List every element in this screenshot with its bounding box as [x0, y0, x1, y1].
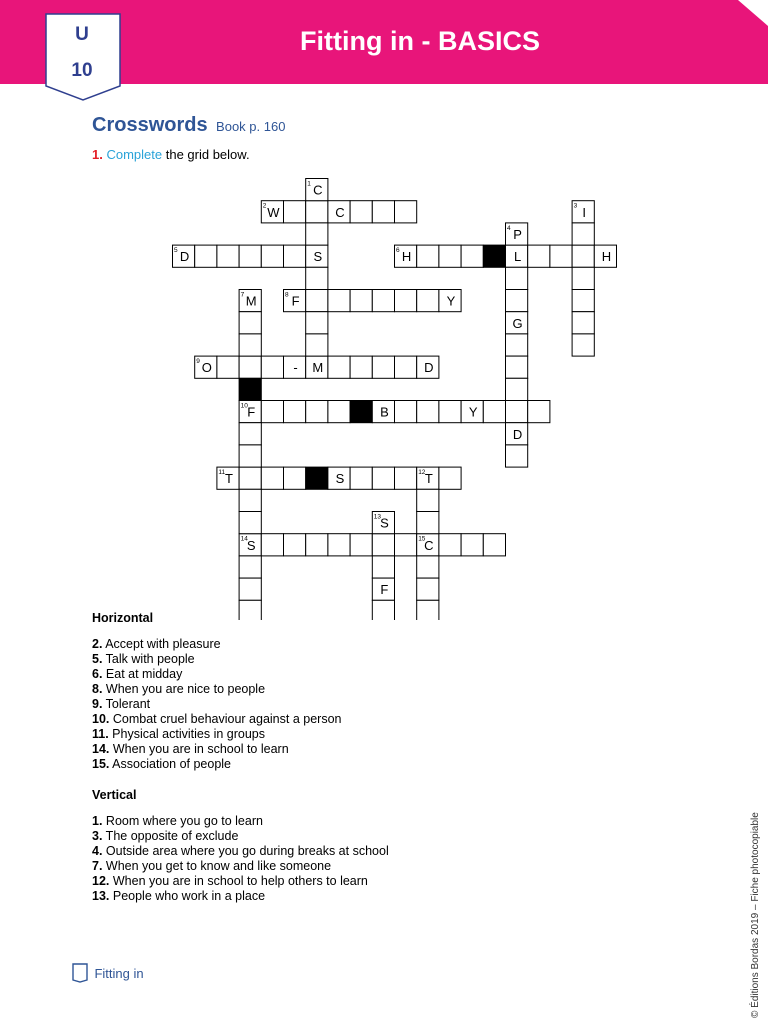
clue-item	[92, 757, 341, 772]
cell-letter: F	[291, 293, 300, 309]
grid-cell[interactable]	[439, 467, 461, 489]
cell-letter: I	[582, 204, 587, 220]
cell-number: 10	[240, 402, 248, 410]
clue-number: 13.	[92, 889, 110, 903]
grid-cell[interactable]	[217, 356, 239, 378]
grid-cell[interactable]	[328, 290, 350, 312]
clue-text: Eat at midday	[102, 667, 183, 681]
grid-cell[interactable]	[261, 401, 283, 423]
cell-letter: D	[512, 426, 523, 442]
clue-text: People who work in a place	[109, 889, 266, 903]
cell-letter: F	[380, 582, 389, 598]
cell-letter: L	[513, 249, 522, 265]
grid-cell[interactable]	[350, 356, 372, 378]
clue-text: When you are in school to learn	[109, 742, 289, 756]
grid-cell[interactable]	[328, 534, 350, 556]
clue-text: When you are nice to people	[102, 682, 266, 696]
cell-number: 11	[218, 469, 226, 477]
grid-cell[interactable]	[572, 312, 594, 334]
clue-text: Outside area where you go during breaks at school	[102, 844, 389, 858]
vertical-title: Vertical	[92, 788, 137, 802]
clue-number: 8.	[92, 682, 103, 696]
grid-cell[interactable]	[372, 467, 394, 489]
black-cell	[239, 378, 261, 400]
cell-letter: S	[335, 471, 345, 487]
bookmark-icon	[72, 963, 88, 983]
cell-number: 5	[174, 247, 178, 255]
cell-letter: Y	[468, 404, 478, 420]
grid-cell[interactable]	[483, 401, 505, 423]
instruction-verb: Complete	[106, 147, 163, 162]
cell-letter: S	[313, 249, 323, 265]
grid-cell[interactable]	[372, 201, 394, 223]
grid-cell[interactable]	[350, 201, 372, 223]
clue-number: 6.	[92, 667, 103, 681]
grid-cell[interactable]	[372, 290, 394, 312]
grid-cell[interactable]	[506, 356, 528, 378]
clue-number: 5.	[92, 652, 103, 666]
grid-cell[interactable]	[306, 401, 328, 423]
horizontal-clues	[92, 611, 341, 772]
grid-cell[interactable]	[239, 445, 261, 467]
grid-cell[interactable]	[306, 267, 328, 289]
grid-cell[interactable]	[306, 534, 328, 556]
cell-number: 14	[240, 535, 248, 543]
clue-number: 14.	[92, 742, 110, 756]
grid-cell[interactable]	[306, 312, 328, 334]
clue-item	[92, 637, 341, 652]
section-heading: Crosswords	[92, 114, 208, 136]
clue-number: 11.	[92, 727, 109, 741]
clue-number: 9.	[92, 697, 103, 711]
black-cell	[483, 245, 505, 267]
grid-cell[interactable]	[239, 356, 261, 378]
grid-cell[interactable]	[417, 600, 439, 620]
grid-cell[interactable]	[239, 578, 261, 600]
grid-cell[interactable]	[528, 245, 550, 267]
grid-cell[interactable]	[417, 401, 439, 423]
grid-cell[interactable]	[417, 556, 439, 578]
grid-cell[interactable]	[572, 245, 594, 267]
clue-item	[92, 727, 341, 742]
grid-cell[interactable]	[239, 467, 261, 489]
clue-item	[92, 829, 389, 844]
grid-cell[interactable]	[439, 401, 461, 423]
clue-item	[92, 814, 389, 829]
grid-cell[interactable]	[284, 467, 306, 489]
grid-cell[interactable]	[239, 423, 261, 445]
cell-letter: S	[246, 537, 256, 553]
grid-cell[interactable]	[395, 467, 417, 489]
grid-cell[interactable]	[306, 290, 328, 312]
grid-cell[interactable]	[350, 290, 372, 312]
unit-label: U	[75, 24, 89, 45]
grid-cell[interactable]	[372, 356, 394, 378]
grid-cell[interactable]	[306, 334, 328, 356]
grid-cell[interactable]	[506, 334, 528, 356]
grid-cell[interactable]	[261, 356, 283, 378]
grid-cell[interactable]	[372, 556, 394, 578]
grid-cell[interactable]	[506, 378, 528, 400]
clue-text: Accept with pleasure	[102, 637, 221, 651]
grid-cell[interactable]	[195, 245, 217, 267]
grid-cell[interactable]	[417, 578, 439, 600]
grid-cell[interactable]	[239, 245, 261, 267]
clue-text: Talk with people	[102, 652, 195, 666]
cell-number: 6	[396, 247, 400, 255]
cell-letter: D	[179, 249, 190, 265]
grid-cell[interactable]	[461, 245, 483, 267]
clue-text: Combat cruel behaviour against a person	[109, 712, 342, 726]
clue-text: Room where you go to learn	[102, 814, 263, 828]
cell-letter: G	[512, 315, 523, 331]
grid-cell[interactable]	[284, 245, 306, 267]
grid-cell[interactable]	[395, 201, 417, 223]
grid-cell[interactable]	[395, 401, 417, 423]
clue-number: 1.	[92, 814, 103, 828]
cell-letter: -	[293, 360, 298, 376]
footer	[72, 963, 144, 983]
grid-cell[interactable]	[417, 489, 439, 511]
cell-letter: H	[401, 249, 412, 265]
cell-number: 7	[240, 291, 245, 299]
clue-item	[92, 889, 389, 904]
cell-letter: F	[247, 404, 256, 420]
clue-item	[92, 742, 341, 757]
grid-cell[interactable]	[239, 512, 261, 534]
grid-cell[interactable]	[372, 600, 394, 620]
grid-cell[interactable]	[350, 467, 372, 489]
grid-cell[interactable]	[328, 356, 350, 378]
cell-letter: W	[267, 204, 280, 220]
clue-number: 10.	[92, 712, 110, 726]
cell-number: 2	[262, 202, 267, 210]
cell-letter: T	[225, 471, 233, 487]
clue-number: 2.	[92, 637, 103, 651]
grid-cell[interactable]	[284, 534, 306, 556]
clue-number: 3.	[92, 829, 103, 843]
cell-letter: T	[424, 471, 433, 487]
grid-cell[interactable]	[306, 223, 328, 245]
clue-number: 4.	[92, 844, 103, 858]
grid-cell[interactable]	[506, 290, 528, 312]
copyright-notice: © Éditions Bordas 2019 – Fiche photocopiable	[750, 812, 761, 1018]
clue-text: When you get to know and like someone	[102, 859, 332, 873]
grid-cell[interactable]	[506, 445, 528, 467]
cell-number: 9	[196, 358, 200, 366]
clue-text: Physical activities in groups	[108, 727, 266, 741]
grid-cell[interactable]	[306, 201, 328, 223]
cell-number: 1	[307, 180, 311, 188]
page-title: Fitting in - BASICS	[300, 26, 540, 56]
grid-cell[interactable]	[417, 512, 439, 534]
grid-cell[interactable]	[217, 245, 239, 267]
instruction-number: 1.	[92, 147, 103, 162]
grid-cell[interactable]	[328, 401, 350, 423]
grid-cell[interactable]	[239, 334, 261, 356]
grid-cell[interactable]	[572, 267, 594, 289]
clue-number: 12.	[92, 874, 110, 888]
grid-cell[interactable]	[350, 534, 372, 556]
grid-cell[interactable]	[572, 223, 594, 245]
clue-text: Association of people	[109, 757, 232, 771]
grid-cell[interactable]	[239, 312, 261, 334]
grid-cell[interactable]	[461, 534, 483, 556]
black-cell	[306, 467, 328, 489]
cell-letter: C	[424, 537, 434, 553]
grid-cell[interactable]	[395, 534, 417, 556]
grid-cell[interactable]	[261, 534, 283, 556]
grid-cell[interactable]	[395, 356, 417, 378]
cell-letter: S	[380, 515, 389, 531]
grid-cell[interactable]	[528, 401, 550, 423]
cell-letter: B	[380, 404, 389, 420]
grid-cell[interactable]	[439, 534, 461, 556]
cell-number: 8	[285, 291, 289, 299]
grid-cell[interactable]	[261, 467, 283, 489]
grid-cell[interactable]	[572, 290, 594, 312]
cell-letter: H	[601, 249, 612, 265]
clue-item	[92, 652, 341, 667]
cell-letter: D	[424, 360, 434, 376]
clue-item	[92, 682, 341, 697]
unit-number: 10	[71, 60, 93, 81]
clue-item	[92, 874, 389, 889]
cell-letter: C	[313, 182, 323, 198]
clue-item	[92, 712, 341, 727]
book-reference: Book p. 160	[216, 119, 286, 134]
cell-letter: P	[513, 227, 522, 242]
grid-cell[interactable]	[506, 267, 528, 289]
horizontal-title: Horizontal	[92, 611, 154, 625]
cell-letter: O	[201, 360, 212, 376]
grid-cell[interactable]	[284, 201, 306, 223]
cell-letter: M	[245, 293, 257, 309]
grid-cell[interactable]	[417, 290, 439, 312]
clue-item	[92, 667, 341, 682]
cell-number: 13	[373, 513, 382, 521]
grid-cell[interactable]	[483, 534, 505, 556]
black-cell	[350, 401, 372, 423]
grid-cell[interactable]	[417, 245, 439, 267]
clue-number: 7.	[92, 859, 103, 873]
cell-letter: C	[335, 204, 345, 220]
cell-letter: Y	[446, 293, 456, 309]
clue-text: Tolerant	[102, 697, 151, 711]
vertical-clues	[92, 788, 389, 904]
grid-cell[interactable]	[239, 489, 261, 511]
cell-number: 15	[418, 535, 426, 543]
cell-number: 4	[507, 224, 511, 232]
grid-cell[interactable]	[506, 401, 528, 423]
grid-cell[interactable]	[395, 290, 417, 312]
instruction-text: the grid below.	[165, 147, 250, 162]
clue-text: When you are in school to help others to learn	[109, 874, 368, 888]
cell-number: 3	[573, 202, 578, 210]
grid-cell[interactable]	[239, 556, 261, 578]
clue-item	[92, 697, 341, 712]
clue-number: 15.	[92, 757, 110, 771]
clue-text: The opposite of exclude	[102, 829, 239, 843]
clue-item	[92, 844, 389, 859]
footer-label: Fitting in	[94, 965, 144, 981]
clue-item	[92, 859, 389, 874]
grid-cell[interactable]	[261, 245, 283, 267]
grid-cell[interactable]	[439, 245, 461, 267]
grid-cell[interactable]	[550, 245, 572, 267]
grid-cell[interactable]	[284, 401, 306, 423]
grid-cell[interactable]	[572, 334, 594, 356]
cell-number: 12	[418, 469, 426, 477]
cell-letter: M	[312, 360, 324, 376]
grid-cell[interactable]	[372, 534, 394, 556]
